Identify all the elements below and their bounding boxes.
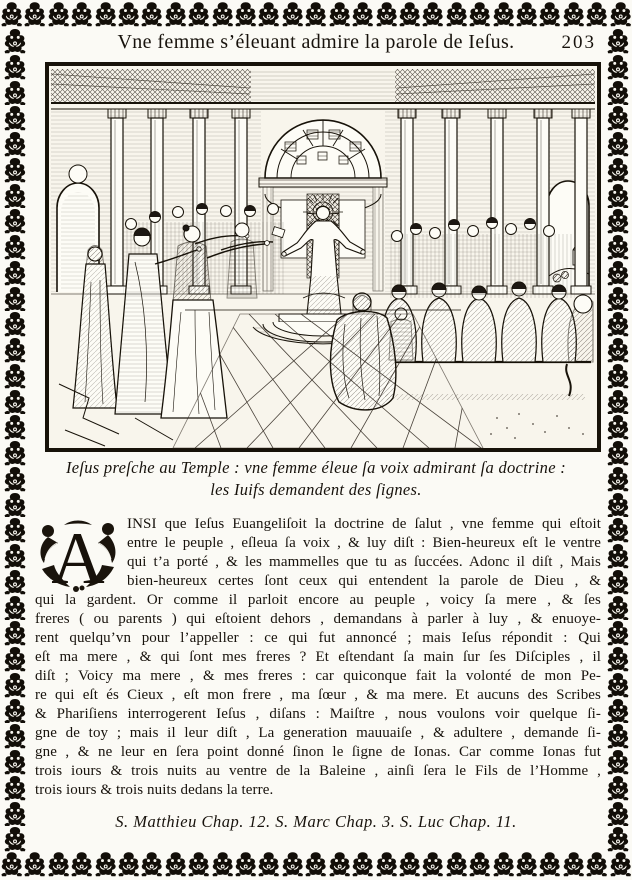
caption-line: Ieſus preſche au Temple : vne femme éleue ſa voix admirant ſa doctrine : xyxy=(65,458,567,477)
body-text-line: bien-heureux certes ſont ceux qui entendent la parole de Dieu , & xyxy=(127,573,601,589)
body-text-line: eſt ma mere , & qui ſont mes freres ? Et eſtendant ſa main ſur ſes Diſciples , il xyxy=(35,649,601,665)
ornamental-border-top xyxy=(0,1,632,28)
body-paragraph xyxy=(35,515,601,800)
body-text-line: trois iours & trois nuits au ventre de la Baleine , ainſi ſera le Fils de l’Homme , xyxy=(35,763,601,779)
ornamental-border-bottom xyxy=(0,851,632,878)
caption-line: les Iuifs demandent des ſignes. xyxy=(210,480,422,499)
ornamental-border-left xyxy=(2,28,27,852)
engraving-caption xyxy=(28,457,604,501)
body-text-line: INSI que Ieſus Euangeliſoit la doctrine de ſalut , vne femme qui eſtoit xyxy=(127,516,601,532)
body-text-line: gne , & ne leur en ſera point donné ſinon le ſigne de Ionas. Car comme Ionas fut xyxy=(35,744,601,760)
scripture-references: S. Matthieu Chap. 12. S. Marc Chap. 3. S. Luc Chap. 11. xyxy=(115,812,517,831)
page-number: 203 xyxy=(561,32,596,53)
body-text-line: rent quelqu’vn pour l’appeller : ce qui fut annoncé ; mais Ieſus répondit : Qui xyxy=(35,630,601,646)
running-header xyxy=(30,31,602,54)
body-text-line: qui t’a porté , & les mammelles que tu as ſuccées. Adonc il diſt , Mais xyxy=(127,554,601,570)
body-text-line: diſt ; Voicy ma mere , & mes freres : car quiconque fait la volonté de mon Pe- xyxy=(35,668,601,684)
body-text-line: & Phariſiens interrogerent Ieſus , diſans : Maiſtre , nous voulons voir quelque ſi- xyxy=(35,706,601,722)
body-text-line: freres ( ou parents ) qui eſtoient dehors , demandans à parler à luy , & enuoye- xyxy=(35,611,601,627)
svg-text:A: A xyxy=(51,518,105,593)
drop-cap-initial xyxy=(35,517,121,593)
body-text-line: re qui eſt és Cieux , eſt mon frere , ma ſœur , & ma mere. Et aucuns des Scribes xyxy=(35,687,601,703)
body-text-line: trois iours & trois nuits dedans la terre. xyxy=(35,782,274,798)
body-text-line: gne de toy ; mais il leur diſt , La generation mauuaiſe , & adultere , demande ſi- xyxy=(35,725,601,741)
ornamental-border-right xyxy=(605,28,630,852)
engraving-illustration xyxy=(45,62,601,452)
running-header-title: Vne femme s’éleuant admire la parole de Ieſus. xyxy=(117,31,515,53)
body-text-line: entre le peuple , eſleua ſa voix , & luy diſt : Bien-heureux eſt le ventre xyxy=(127,535,601,551)
body-text-line: qui la gardent. Or comme il parloit encore au peuple , voicy ſa mere , & ſes xyxy=(35,592,601,608)
